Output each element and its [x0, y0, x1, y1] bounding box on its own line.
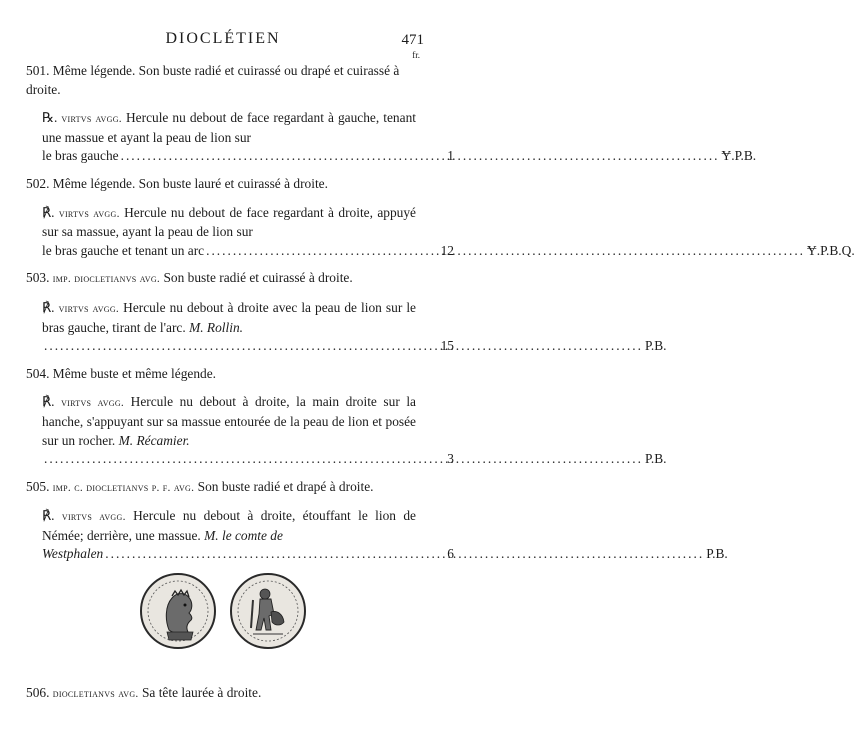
metal-mark: Ɏ.P.B. — [721, 148, 757, 164]
rarity-value: 15 — [440, 338, 454, 354]
metal-mark: P.B. — [644, 338, 667, 354]
entry-number: 501. — [26, 63, 50, 78]
obverse-legend: imp. c. diocletianvs p. f. avg. — [52, 481, 195, 494]
obverse-description — [26, 175, 416, 194]
rarity-value: 12 — [440, 242, 454, 258]
reverse-legend: virtvs avgg. — [58, 207, 120, 220]
rarity-value: 3 — [447, 451, 454, 467]
reverse-text-end: le bras gauche — [42, 148, 119, 164]
entry-number: 503. — [26, 270, 50, 286]
entry-number: 505. — [26, 478, 50, 494]
reverse-legend: virtvs avgg. — [61, 113, 122, 126]
catalogue-entry-502 — [26, 175, 855, 260]
obverse-text: Même légende. Son buste lauré et cuirassé à droite. — [52, 175, 328, 191]
catalogue-entry-505 — [26, 478, 728, 564]
reverse-text: Hercule nu debout à droite, la main droite sur la hanche, s'appuyant sur sa massue entourée de la peau de lion et posée sur un rocher. — [42, 394, 416, 448]
entry-number: 504. — [26, 365, 50, 381]
reverse-text: Hercule nu debout à droite avec la peau de lion sur le bras gauche, tirant de l'arc. — [42, 299, 416, 335]
dot-leader — [44, 450, 643, 469]
leader-line — [42, 147, 757, 166]
currency-unit-label: fr. — [412, 50, 420, 60]
obverse-text: Son buste radié et cuirassé à droite. — [163, 270, 353, 286]
obverse-description — [26, 365, 416, 384]
reverse-description — [42, 109, 757, 166]
reverse-mark: ℟. — [42, 508, 55, 524]
collection-name: M. Récamier. — [118, 432, 190, 448]
running-title: DIOCLÉTIEN — [165, 30, 281, 47]
reverse-description — [42, 393, 667, 468]
catalogue-entry-504 — [26, 365, 667, 469]
reverse-description — [42, 299, 667, 356]
reverse-text-end: le bras gauche et tenant un arc — [42, 242, 205, 258]
metal-mark: Ɏ.P.B.Q. — [807, 242, 855, 258]
reverse-mark: ℟. — [42, 204, 55, 220]
reverse-description — [42, 507, 728, 564]
obverse-description — [26, 269, 416, 289]
reverse-mark: ℟. — [42, 394, 55, 410]
catalogue-entries — [26, 62, 855, 564]
metal-mark: P.B. — [644, 451, 667, 467]
entry-number: 502. — [26, 175, 50, 191]
reverse-legend: virtvs avgg. — [58, 302, 120, 315]
page-number: 471 — [401, 32, 424, 48]
collection-name: M. Rollin. — [189, 319, 243, 335]
reverse-legend: virtvs avgg. — [61, 511, 126, 524]
dot-leader — [105, 545, 704, 564]
coin-reverse-illustration — [229, 572, 307, 650]
page-header — [0, 30, 446, 60]
catalogue-entry-506 — [26, 684, 416, 704]
dot-leader — [44, 337, 643, 356]
collection-name-end: Westphalen — [42, 546, 104, 562]
dot-leader — [121, 147, 720, 166]
metal-mark: P.B. — [706, 546, 728, 562]
obverse-description — [26, 62, 416, 99]
reverse-description — [42, 204, 855, 261]
obverse-text: Même légende. Son buste radié et cuirassé ou drapé et cuirassé à droite. — [26, 63, 400, 97]
obverse-text: Son buste radié et drapé à droite. — [197, 478, 374, 494]
reverse-text: Hercule nu debout de face regardant à droite, appuyé sur sa massue, ayant la peau de lion sur — [42, 204, 416, 240]
obverse-legend: imp. diocletianvs avg. — [52, 273, 161, 286]
obverse-legend: diocletianvs avg. — [52, 688, 139, 700]
reverse-text: Hercule nu debout à droite, étouffant le lion de Némée; derrière, une massue. — [42, 508, 416, 543]
catalogue-entry-501 — [26, 62, 757, 166]
catalogue-entry-503 — [26, 269, 667, 355]
reverse-legend: virtvs avgg. — [61, 397, 125, 410]
obverse-text: Sa tête laurée à droite. — [141, 685, 262, 700]
coin-obverse-illustration — [139, 572, 217, 650]
rarity-value: 1 — [447, 148, 454, 164]
reverse-text: Hercule nu debout de face regardant à gauche, tenant une massue et ayant la peau de lion sur — [42, 110, 416, 145]
reverse-mark: ℞. — [42, 110, 58, 126]
leader-line — [42, 545, 728, 564]
entry-number: 506. — [26, 685, 50, 700]
obverse-description — [26, 478, 416, 498]
collection-name: M. le comte de — [204, 527, 283, 543]
coin-illustrations — [0, 572, 446, 672]
reverse-mark: ℟. — [42, 299, 55, 315]
dot-leader — [206, 242, 805, 261]
obverse-text: Même buste et même légende. — [52, 365, 217, 381]
rarity-value: 6 — [447, 546, 454, 562]
leader-line — [42, 450, 667, 469]
